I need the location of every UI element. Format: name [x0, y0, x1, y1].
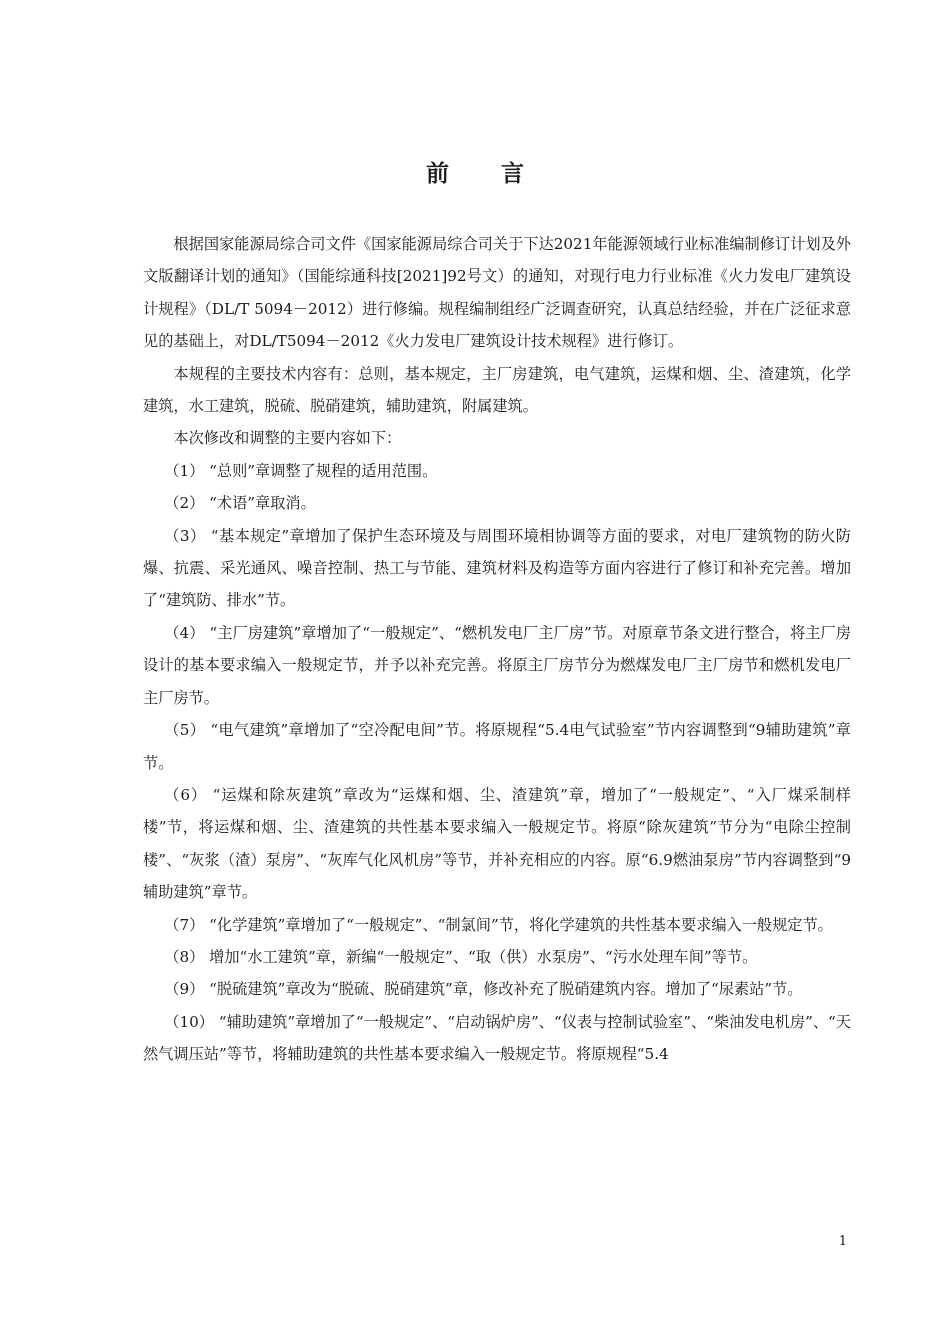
list-item: （4） “主厂房建筑”章增加了“一般规定”、“燃机发电厂主厂房”节。对原章节条文进行整合，将主厂房设计的基本要求编入一般规定节，并予以补充完善。将原主厂房节分为燃煤发电厂主厂房节和燃机发电厂主厂房节。: [143, 623, 851, 707]
paragraph-intro: 根据国家能源局综合司文件《国家能源局综合司关于下达2021年能源领域行业标准编制修订计划及外文版翻译计划的通知》（国能综通科技[2021]92号文）的通知，对现行电力行业标准《火力发电厂建筑设计规程》（DL/T 5094－2012）进行修编。规程编制组经广泛调查研究，认真总结经验，并在广泛征求意见的基础上，对DL/T5094－2012《火力发电厂建筑设计技术规程》进行修订。: [143, 235, 851, 351]
list-item: （1） “总则”章调整了规程的适用范围。: [164, 461, 438, 480]
list-item: （2） “术语”章取消。: [164, 494, 316, 513]
preface-body: [143, 228, 851, 1071]
list-item: （6） “运煤和除灰建筑”章改为“运煤和烟、尘、渣建筑”章，增加了“一般规定”、“入厂煤采制样楼”节，将运煤和烟、尘、渣建筑的共性基本要求编入一般规定节。将原“除灰建筑”节分为“电除尘控制楼”、“灰浆（渣）泵房”、“灰库气化风机房”等节，并补充相应的内容。原“6.9燃油泵房”节内容调整到“9辅助建筑”章节。: [143, 785, 851, 902]
page-title: [0, 155, 950, 188]
list-item: （8） 增加“水工建筑”章，新编“一般规定”、“取（供）水泵房”、“污水处理车间”等节。: [164, 947, 758, 966]
list-item: （9） “脱硫建筑”章改为“脱硫、脱硝建筑”章，修改补充了脱硝建筑内容。增加了“尿素站”节。: [164, 980, 803, 999]
list-item: （7） “化学建筑”章增加了“一般规定”、“制氯间”节，将化学建筑的共性基本要求编入一般规定节。: [164, 915, 833, 934]
page-number: 1: [838, 1234, 847, 1249]
list-item: （10） “辅助建筑”章增加了“一般规定”、“启动锅炉房”、“仪表与控制试验室”、“柴油发电机房”、“天然气调压站”等节，将辅助建筑的共性基本要求编入一般规定节。将原规程“5.4: [143, 1012, 851, 1064]
list-item: （5） “电气建筑”章增加了“空冷配电间”节。将原规程“5.4电气试验室”节内容调整到“9辅助建筑”章节。: [143, 721, 851, 772]
paragraph-main-content: 本规程的主要技术内容有：总则，基本规定，主厂房建筑，电气建筑，运煤和烟、尘、渣建筑，化学建筑，水工建筑，脱硫、脱硝建筑，辅助建筑，附属建筑。: [143, 364, 851, 416]
title-char-2: 言: [501, 161, 524, 187]
paragraph-changes-heading: 本次修改和调整的主要内容如下：: [173, 429, 402, 448]
title-char-1: 前: [426, 161, 449, 187]
list-item: （3） “基本规定”章增加了保护生态环境及与周围环境相协调等方面的要求，对电厂建筑物的防火防爆、抗震、采光通风、噪音控制、热工与节能、建筑材料及构造等方面内容进行了修订和补充完善。增加了“建筑防、排水”节。: [143, 526, 851, 610]
